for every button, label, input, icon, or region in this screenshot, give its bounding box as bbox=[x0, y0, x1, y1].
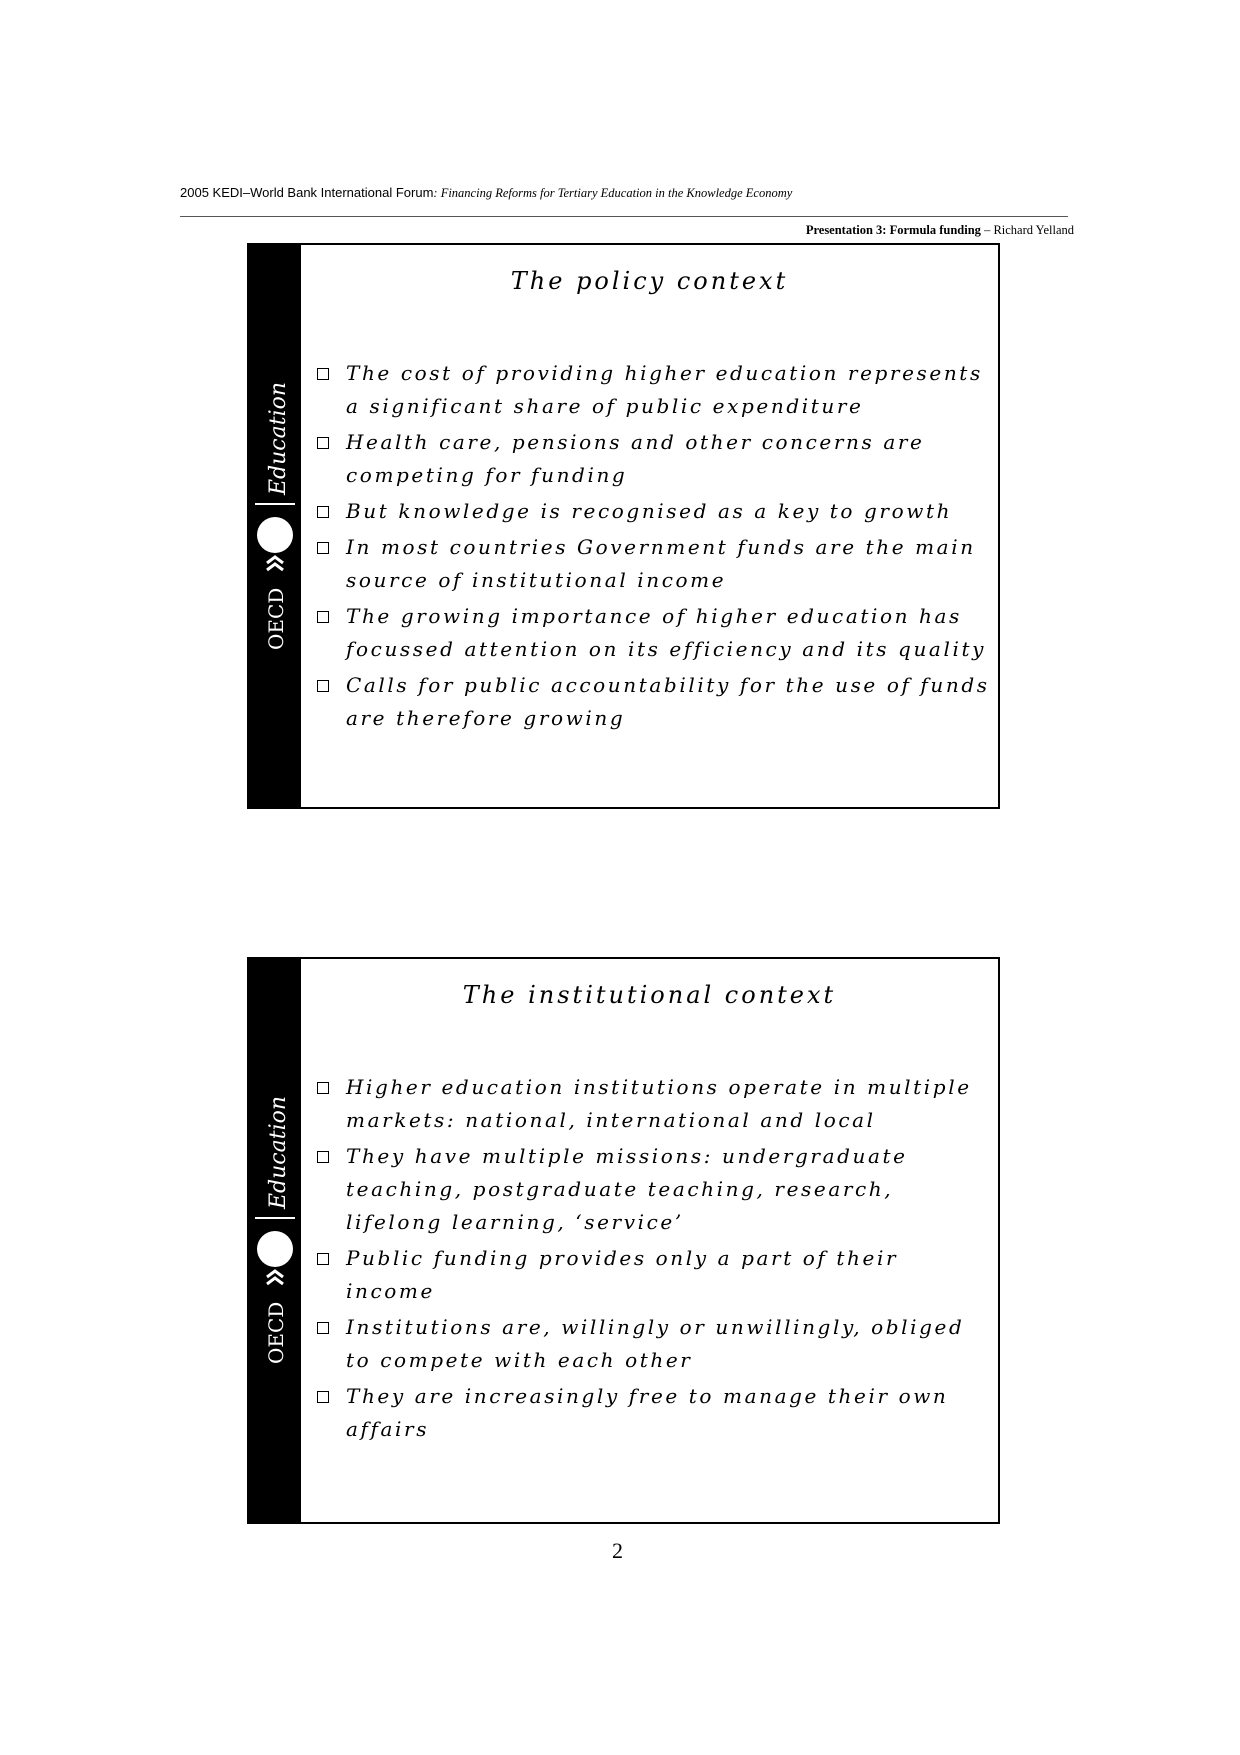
bullet-list bbox=[315, 1071, 990, 1449]
bullet-text: But knowledge is recognised as a key to growth bbox=[346, 499, 953, 523]
checkbox-bullet-icon bbox=[317, 437, 329, 449]
checkbox-bullet-icon bbox=[317, 1151, 329, 1163]
logo-education-text: Education bbox=[266, 381, 291, 495]
bullet-item bbox=[315, 1242, 990, 1308]
checkbox-bullet-icon bbox=[317, 1322, 329, 1334]
bullet-text: In most countries Government funds are the main source of institutional income bbox=[346, 535, 976, 592]
page-number: 2 bbox=[612, 1538, 623, 1563]
oecd-education-logo-icon bbox=[253, 1079, 297, 1369]
bullet-item bbox=[315, 495, 990, 528]
bullet-item bbox=[315, 1380, 990, 1446]
oecd-education-logo-icon bbox=[253, 365, 297, 655]
forum-subtitle: : Financing Reforms for Tertiary Education in the Knowledge Economy bbox=[433, 186, 793, 200]
bullet-text: They are increasingly free to manage their own affairs bbox=[346, 1384, 949, 1441]
bullet-text: Institutions are, willingly or unwillingly, obliged to compete with each other bbox=[346, 1315, 965, 1372]
bullet-item bbox=[315, 1071, 990, 1137]
logo-oecd-text: OECD bbox=[264, 587, 288, 650]
oecd-strip bbox=[249, 959, 301, 1522]
checkbox-bullet-icon bbox=[317, 1082, 329, 1094]
oecd-strip bbox=[249, 245, 301, 807]
bullet-item bbox=[315, 1311, 990, 1377]
forum-name: 2005 KEDI–World Bank International Forum bbox=[180, 185, 434, 200]
bullet-item bbox=[315, 1140, 990, 1239]
checkbox-bullet-icon bbox=[317, 1391, 329, 1403]
bullet-item bbox=[315, 669, 990, 735]
slide-policy-context bbox=[247, 243, 1000, 809]
bullet-text: The cost of providing higher education represents a significant share of public expenditure bbox=[346, 361, 983, 418]
presentation-title: Presentation 3: Formula funding bbox=[805, 223, 981, 237]
checkbox-bullet-icon bbox=[317, 1253, 329, 1265]
bullet-item bbox=[315, 600, 990, 666]
bullet-text: Public funding provides only a part of their income bbox=[346, 1246, 899, 1303]
slide-title: The policy context bbox=[510, 267, 789, 295]
bullet-text: Calls for public accountability for the use of funds are therefore growing bbox=[346, 673, 990, 730]
header-rule bbox=[180, 216, 1068, 217]
checkbox-bullet-icon bbox=[317, 611, 329, 623]
slide-title: The institutional context bbox=[462, 981, 837, 1009]
bullet-list bbox=[315, 357, 990, 738]
checkbox-bullet-icon bbox=[317, 542, 329, 554]
bullet-item bbox=[315, 357, 990, 423]
bullet-item bbox=[315, 426, 990, 492]
checkbox-bullet-icon bbox=[317, 680, 329, 692]
svg-text:Education: Education bbox=[266, 1095, 291, 1209]
checkbox-bullet-icon bbox=[317, 368, 329, 380]
bullet-item bbox=[315, 531, 990, 597]
bullet-text: Higher education institutions operate in multiple markets: national, international and local bbox=[346, 1075, 972, 1132]
running-header bbox=[180, 185, 792, 201]
bullet-text: They have multiple missions: undergraduate teaching, postgraduate teaching, research, lifelong learning, ‘service’ bbox=[346, 1144, 908, 1234]
svg-text:OECD: OECD bbox=[264, 1301, 288, 1364]
presentation-author: – Richard Yelland bbox=[980, 223, 1074, 237]
presentation-line bbox=[806, 223, 1074, 238]
checkbox-bullet-icon bbox=[317, 506, 329, 518]
bullet-text: The growing importance of higher education has focussed attention on its efficiency and its quality bbox=[346, 604, 986, 661]
bullet-text: Health care, pensions and other concerns are competing for funding bbox=[346, 430, 925, 487]
slide-institutional-context bbox=[247, 957, 1000, 1524]
